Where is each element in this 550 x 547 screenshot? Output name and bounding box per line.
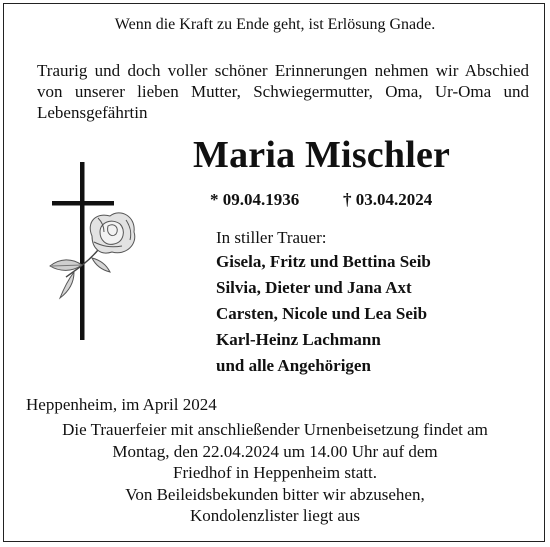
service-info <box>0 419 550 527</box>
service-line: Friedhof in Heppenheim statt. <box>173 463 377 482</box>
mourner-line: Karl-Heinz Lachmann <box>216 330 381 349</box>
mourner-line: Silvia, Dieter und Jana Axt <box>216 278 412 297</box>
place-date: Heppenheim, im April 2024 <box>26 395 217 414</box>
birth-date: * 09.04.1936 <box>210 190 300 209</box>
death-date: † 03.04.2024 <box>343 190 433 209</box>
mourner-line: Carsten, Nicole und Lea Seib <box>216 304 428 323</box>
deceased-name: Maria Mischler <box>193 134 451 176</box>
cross-rose-illustration <box>36 162 146 342</box>
service-line: Kondolenzlister liegt aus <box>190 506 360 525</box>
motto: Wenn die Kraft zu Ende geht, ist Erlösung Gnade. <box>114 16 436 33</box>
service-line: Die Trauerfeier mit anschließender Urnenbeisetzung findet am <box>62 420 488 439</box>
service-line: Montag, den 22.04.2024 um 14.00 Uhr auf dem <box>112 441 438 461</box>
intro-text <box>37 60 529 123</box>
intro-line: Lebensgefährtin <box>37 103 148 122</box>
intro-line: von unserer lieben Mutter, Schwiegermutter, Oma, Ur-Oma und <box>37 82 529 101</box>
rose-icon <box>50 213 135 298</box>
service-line: Von Beileidsbekunden bitter wir abzusehen, <box>125 484 425 504</box>
mourner-line: und alle Angehörigen <box>216 356 371 375</box>
mourners-label: In stiller Trauer: <box>216 228 327 247</box>
intro-line: Traurig und doch voller schöner Erinnerungen nehmen wir Abschied <box>37 61 529 80</box>
mourner-line: Gisela, Fritz und Bettina Seib <box>216 252 431 271</box>
